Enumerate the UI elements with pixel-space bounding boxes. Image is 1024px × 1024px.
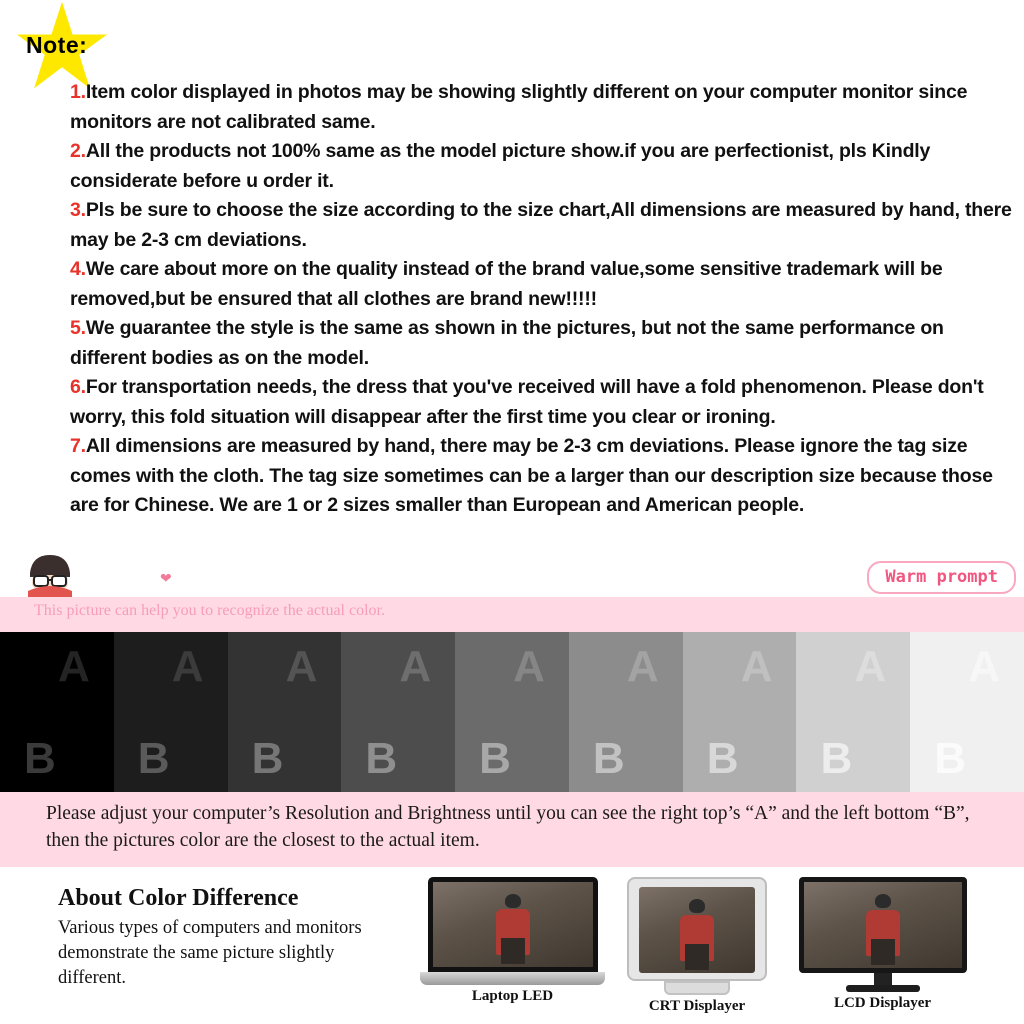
note-item	[70, 255, 1024, 314]
swatch	[114, 632, 228, 792]
heart-icon: ❤	[160, 570, 172, 586]
swatch-letter-b: B	[592, 734, 625, 783]
note-item-number: 7.	[70, 435, 86, 457]
swatch-letter-a: A	[399, 642, 432, 691]
color-calibration-section	[0, 597, 1024, 867]
sample-photo	[433, 882, 593, 967]
note-item	[70, 196, 1024, 255]
note-item-number: 3.	[70, 199, 86, 221]
note-item	[70, 432, 1024, 521]
swatch-letter-a: A	[171, 642, 204, 691]
note-item-number: 6.	[70, 376, 86, 398]
about-title: About Color Difference	[58, 885, 299, 911]
swatch-letter-a: A	[58, 642, 90, 691]
swatch-letter-a: A	[513, 642, 545, 691]
swatch-letter-b: B	[251, 734, 284, 783]
note-list	[70, 78, 1024, 521]
note-item-text: For transportation needs, the dress that you've received will have a fold phenomenon. Please don't worry, this fold situation will disappear after the first time you clear or ironing.	[70, 376, 984, 428]
swatch	[341, 632, 455, 792]
note-item	[70, 314, 1024, 373]
note-item-text: All dimensions are measured by hand, there may be 2-3 cm deviations. Please ignore the tag size comes with the cloth. The tag size sometimes can be a larger than our description size because those are for Chinese. We are 1 or 2 sizes smaller than European and American people.	[70, 435, 993, 516]
swatch-letter-a: A	[740, 642, 773, 691]
note-item-text: Pls be sure to choose the size according to the size chart,All dimensions are measured by hand, there may be 2-3 cm deviations.	[70, 199, 1012, 251]
sample-photo	[804, 882, 962, 968]
color-section-caption: This picture can help you to recognize the actual color.	[34, 602, 385, 619]
lcd-foot	[846, 985, 920, 992]
note-item-text: Item color displayed in photos may be showing slightly different on your computer monitor since monitors are not calibrated same.	[70, 81, 968, 133]
girl-avatar-icon	[22, 551, 78, 603]
swatch-letter-b: B	[365, 734, 398, 783]
laptop-screen	[428, 877, 598, 972]
sample-photo	[639, 887, 755, 973]
swatch	[228, 632, 342, 792]
swatch	[683, 632, 797, 792]
crt-stand	[664, 981, 730, 995]
swatch-letter-a: A	[626, 642, 659, 691]
lcd-screen	[799, 877, 967, 973]
note-item	[70, 78, 1024, 137]
warm-prompt-badge: Warm prompt	[867, 561, 1016, 594]
swatch-letter-b: B	[934, 734, 967, 783]
device-label: LCD Displayer	[833, 995, 932, 1011]
swatch-letter-b: B	[479, 734, 511, 783]
swatch	[910, 632, 1024, 792]
note-item-number: 2.	[70, 140, 86, 162]
note-title: Note:	[26, 32, 88, 58]
laptop-base	[420, 972, 605, 985]
note-item-number: 1.	[70, 81, 86, 103]
swatch-letter-b: B	[24, 734, 56, 783]
note-item-number: 5.	[70, 317, 86, 339]
swatch-letter-a: A	[285, 642, 318, 691]
device-label: CRT Displayer	[648, 998, 746, 1014]
swatch-letter-b: B	[706, 734, 739, 783]
swatch-letter-a: A	[854, 642, 887, 691]
note-item	[70, 137, 1024, 196]
note-item	[70, 373, 1024, 432]
crt-screen	[627, 877, 767, 981]
swatch-letter-b: B	[820, 734, 853, 783]
swatch	[455, 632, 569, 792]
swatch	[569, 632, 683, 792]
note-item-text: All the products not 100% same as the model picture show.if you are perfectionist, pls Kindly considerate before u order it.	[70, 140, 931, 192]
note-item-number: 4.	[70, 258, 86, 280]
note-item-text: We guarantee the style is the same as shown in the pictures, but not the same performance on different bodies as on the model.	[70, 317, 944, 369]
device-crt	[617, 877, 777, 1015]
swatch	[0, 632, 114, 792]
adjust-instructions: Please adjust your computer’s Resolution and Brightness until you can see the right top’s “A” and the left bottom “B”, then the pictures color are the closest to the actual item.	[46, 803, 970, 851]
note-item-text: We care about more on the quality instead of the brand value,some sensitive trademark will be removed,but be ensured that all clothes are brand new!!!!!	[70, 258, 943, 310]
swatch-row	[0, 632, 1024, 792]
device-lcd	[795, 877, 970, 1012]
swatch	[796, 632, 910, 792]
about-color-difference-section	[0, 867, 1024, 1024]
about-text: Various types of computers and monitors demonstrate the same picture slightly different.	[58, 918, 362, 988]
swatch-letter-b: B	[137, 734, 170, 783]
lcd-neck	[874, 973, 892, 985]
device-label: Laptop LED	[471, 988, 554, 1004]
device-laptop	[420, 877, 605, 1005]
swatch-letter-a: A	[968, 642, 1001, 691]
about-block	[58, 885, 388, 991]
